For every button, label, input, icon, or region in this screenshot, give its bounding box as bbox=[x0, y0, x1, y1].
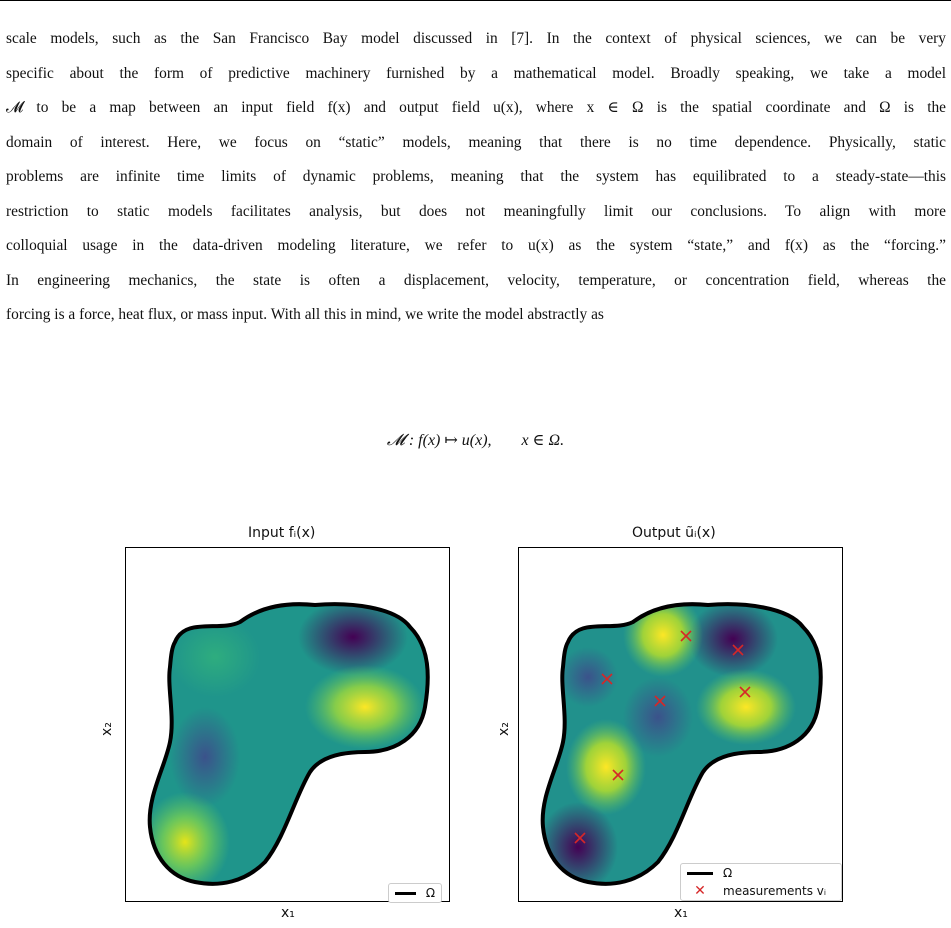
paragraph-line: specific about the form of predictive machinery furnished by a mathematical model. Broadly speaking, we take a model bbox=[6, 64, 946, 82]
paragraph-line: domain of interest. Here, we focus on “static” models, meaning that there is no time dependence. Physically, static bbox=[6, 133, 946, 151]
legend-item-measurements bbox=[681, 882, 841, 900]
legend-item-omega bbox=[389, 884, 441, 902]
paragraph-line: 𝓜 to be a map between an input field f(x) and output field u(x), where x ∈ Ω is the spatial coordinate and Ω is the bbox=[6, 99, 946, 116]
paragraph-line: In engineering mechanics, the state is often a displacement, velocity, temperature, or concentration field, whereas the bbox=[6, 271, 946, 289]
legend-label: Ω bbox=[723, 866, 733, 880]
left-plot bbox=[125, 547, 450, 902]
left-xlabel: x₁ bbox=[281, 905, 295, 921]
left-ylabel: x₂ bbox=[98, 722, 115, 736]
paragraph-line: scale models, such as the San Francisco Bay model discussed in [7]. In the context of physical sciences, we can be very bbox=[6, 30, 946, 47]
legend-item-omega bbox=[681, 864, 841, 882]
paragraph-line: colloquial usage in the data-driven modeling literature, we refer to u(x) as the system “state,” and f(x) as the “forcing.” bbox=[6, 237, 946, 254]
right-plot-title: Output ũᵢ(x) bbox=[632, 525, 716, 541]
equation-lhs: 𝓜 : f(x) ↦ u(x), bbox=[386, 432, 492, 449]
left-legend bbox=[388, 883, 442, 903]
paragraph-line: forcing is a force, heat flux, or mass input. With all this in mind, we write the model abstractly as bbox=[6, 306, 604, 323]
right-legend bbox=[680, 863, 842, 901]
x-marker-icon: ✕ bbox=[694, 883, 706, 899]
line-swatch bbox=[395, 892, 416, 895]
right-ylabel: x₂ bbox=[495, 722, 512, 736]
paragraph-line: restriction to static models facilitates analysis, but does not meaningfully limit our conclusions. To align with more bbox=[6, 202, 946, 220]
left-plot-title: Input fᵢ(x) bbox=[248, 525, 316, 541]
equation-rhs: x ∈ Ω. bbox=[521, 432, 565, 449]
top-rule bbox=[0, 0, 951, 1]
body-paragraph bbox=[6, 22, 946, 333]
legend-label: Ω bbox=[425, 886, 435, 900]
paragraph-line: problems are infinite time limits of dynamic problems, meaning that the system has equilibrated to a steady-state—this bbox=[6, 168, 946, 185]
legend-label: measurements vᵢ bbox=[723, 884, 827, 898]
right-plot bbox=[518, 547, 843, 902]
right-xlabel: x₁ bbox=[674, 905, 688, 921]
line-swatch bbox=[687, 872, 713, 875]
model-equation bbox=[0, 430, 951, 450]
figure bbox=[0, 515, 951, 928]
